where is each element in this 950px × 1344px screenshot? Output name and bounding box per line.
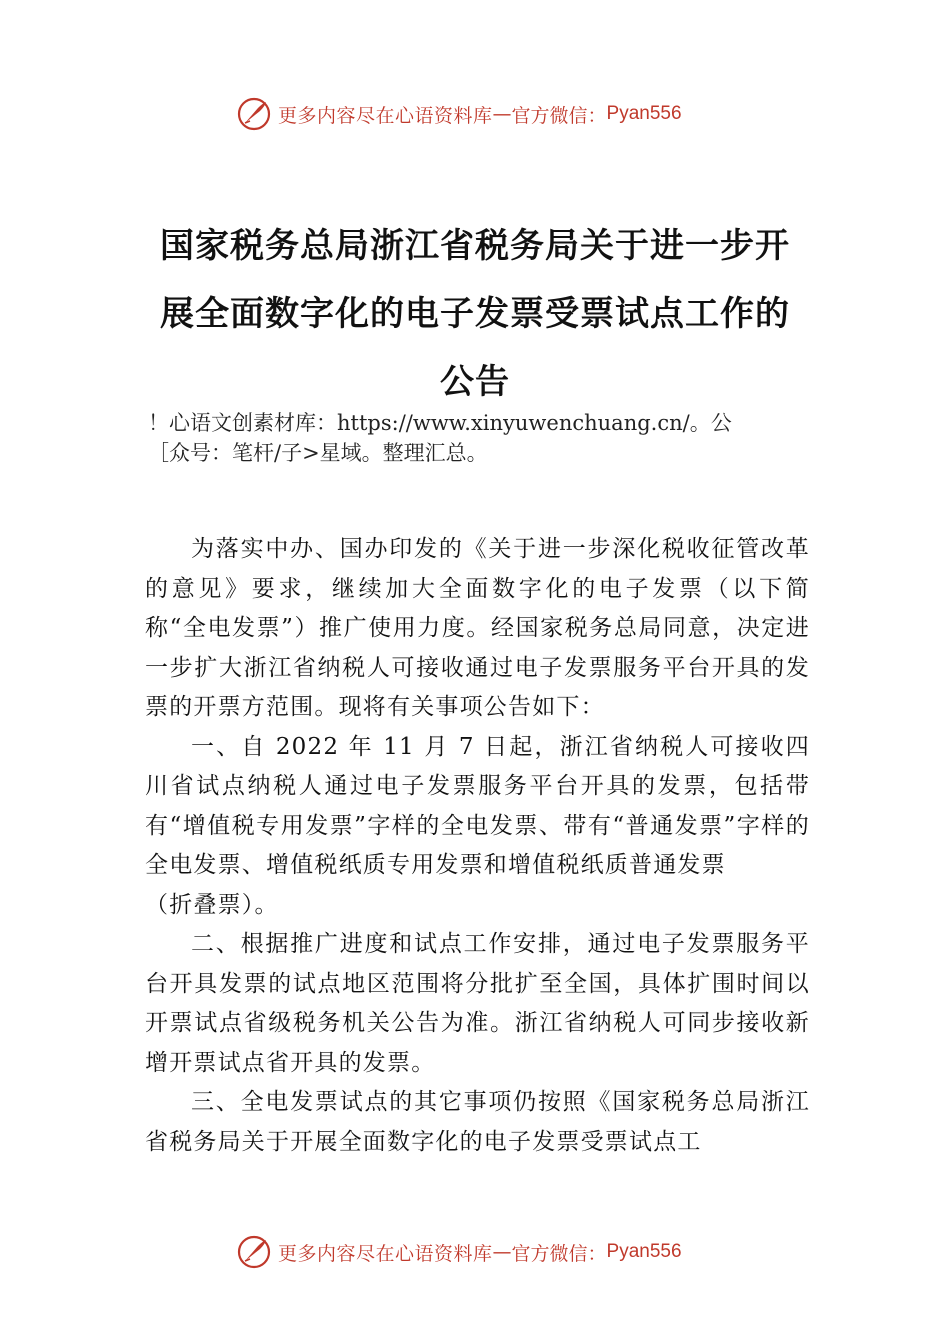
paragraph-item-3: 三、全电发票试点的其它事项仍按照《国家税务总局浙江省税务局关于开展全面数字化的电子发票受票试点工 — [145, 1089, 810, 1155]
paragraph-item-1: 一、自 2022 年 11 月 7 日起，浙江省纳税人可接收四川省试点纳税人通过电子发票服务平台开具的发票，包括带有“增值税专用发票”字样的全电发票、带有“普通发票”字样的全电发票、增值税纸质专用发票和增值税纸质普通发票 — [145, 733, 810, 878]
footer-banner — [236, 1232, 682, 1272]
banner-text: 更多内容尽在心语资料库 — [278, 1242, 493, 1265]
banner-wechat-label: 官方微信： — [511, 104, 607, 127]
paragraph-intro: 为落实中办、国办印发的《关于进一步深化税收征管改革的意见》要求，继续加大全面数字化的电子发票（以下简称“全电发票”）推广使用力度。经国家税务总局同意，决定进一步扩大浙江省纳税人可接收通过电子发票服务平台开具的发票的开票方范围。现将有关事项公告如下： — [145, 536, 810, 720]
title-line-2: 展全面数字化的电子发票受票试点工作的 — [160, 294, 790, 334]
banner-wechat-id: Pyan556 — [606, 1241, 682, 1262]
title-line-3: 公告 — [440, 362, 510, 402]
quill-pen-logo-icon — [236, 96, 272, 132]
header-banner — [236, 94, 682, 134]
quill-pen-logo-icon — [236, 1234, 272, 1270]
banner-separator: — — [492, 103, 512, 125]
document-title — [140, 212, 810, 416]
title-line-1: 国家税务总局浙江省税务局关于进一步开 — [160, 226, 790, 266]
paragraph-item-2: 二、根据推广进度和试点工作安排，通过电子发票服务平台开具发票的试点地区范围将分批扩至全国，具体扩围时间以开票试点省级税务机关公告为准。浙江省纳税人可同步接收新增开票试点省开具的发票。 — [145, 931, 810, 1076]
source-line-2: ［众号：笔杆/子>星域。整理汇总。 — [148, 441, 488, 465]
banner-wechat-label: 官方微信： — [511, 1242, 607, 1265]
source-note — [148, 408, 732, 468]
banner-separator: — — [492, 1241, 512, 1263]
banner-text: 更多内容尽在心语资料库 — [278, 104, 493, 127]
paragraph-item-1-continued: （折叠票）。 — [145, 891, 279, 918]
banner-wechat-id: Pyan556 — [606, 103, 682, 124]
document-body — [145, 530, 810, 1162]
source-line-1: ！心语文创素材库：https://www.xinyuwenchuang.cn/。公 — [148, 411, 732, 435]
